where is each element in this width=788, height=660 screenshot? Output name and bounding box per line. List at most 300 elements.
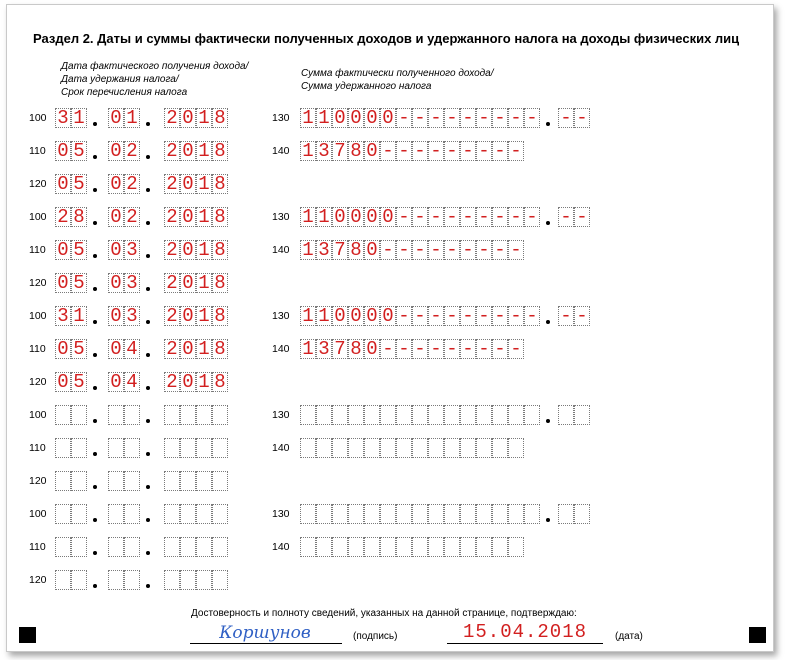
sum-140-cell: 0 <box>364 339 380 359</box>
date-110-cell: 5 <box>71 339 87 359</box>
date-120-cell: 0 <box>108 174 124 194</box>
field-code-100: 100 <box>29 409 47 421</box>
date-120-cell: 0 <box>55 273 71 293</box>
date-100-cell: 1 <box>196 207 212 227</box>
field-code-120: 120 <box>29 475 47 487</box>
date-100-cell <box>212 405 228 425</box>
sum-140-cell: - <box>396 240 412 260</box>
date-120-cell <box>108 471 124 491</box>
field-separator-dot <box>146 353 150 357</box>
sum-130-cell: 0 <box>348 108 364 128</box>
sum-130-cell: 1 <box>316 207 332 227</box>
date-110-cell <box>196 438 212 458</box>
sum-130-cell <box>300 504 316 524</box>
sum-140-cell: - <box>460 240 476 260</box>
date-110-cell <box>55 438 71 458</box>
field-code-100: 100 <box>29 310 47 322</box>
date-100-cell: 1 <box>71 108 87 128</box>
date-100-cell: 2 <box>124 207 140 227</box>
signature-date: 15.04.2018 <box>462 621 588 643</box>
date-120-cell <box>180 471 196 491</box>
sum-140-cell: 1 <box>300 240 316 260</box>
sum-140-cell: - <box>476 240 492 260</box>
date-120-cell: 4 <box>124 372 140 392</box>
date-110-cell: 2 <box>164 240 180 260</box>
sum-130-cell <box>348 405 364 425</box>
sum-140-cell: - <box>396 141 412 161</box>
field-separator-dot <box>93 320 97 324</box>
sum-140-cell: - <box>412 240 428 260</box>
date-100-cell <box>124 405 140 425</box>
sum-130-cell: - <box>412 306 428 326</box>
right-column-header <box>301 67 494 93</box>
sum-130-kop-cell: - <box>574 108 590 128</box>
date-110-cell <box>71 537 87 557</box>
date-110-cell <box>108 537 124 557</box>
field-separator-dot <box>93 155 97 159</box>
field-separator-dot <box>93 551 97 555</box>
field-code-100: 100 <box>29 508 47 520</box>
sum-140-cell <box>444 438 460 458</box>
sum-130-cell <box>476 405 492 425</box>
sum-130-cell <box>364 405 380 425</box>
date-120-cell: 5 <box>71 174 87 194</box>
sum-130-cell: 0 <box>332 207 348 227</box>
field-separator-dot <box>546 320 550 324</box>
field-code-130: 130 <box>272 310 290 322</box>
date-120-cell: 0 <box>55 372 71 392</box>
date-120-cell: 3 <box>124 273 140 293</box>
sum-130-cell: - <box>460 207 476 227</box>
sum-130-cell: - <box>428 306 444 326</box>
date-120-cell <box>124 570 140 590</box>
date-120-cell: 2 <box>164 273 180 293</box>
sum-130-cell: - <box>460 108 476 128</box>
sum-140-cell: - <box>428 240 444 260</box>
sum-140-cell <box>300 438 316 458</box>
date-100-cell: 8 <box>212 306 228 326</box>
sum-140-cell: 8 <box>348 141 364 161</box>
field-code-140: 140 <box>272 541 290 553</box>
field-separator-dot <box>146 287 150 291</box>
field-separator-dot <box>146 155 150 159</box>
date-120-cell <box>55 471 71 491</box>
sum-130-cell <box>412 405 428 425</box>
field-code-120: 120 <box>29 277 47 289</box>
date-line <box>447 643 603 644</box>
sum-140-cell: 3 <box>316 339 332 359</box>
date-110-cell: 0 <box>55 141 71 161</box>
field-code-130: 130 <box>272 112 290 124</box>
field-code-140: 140 <box>272 442 290 454</box>
sum-140-cell <box>412 438 428 458</box>
date-110-cell: 0 <box>108 141 124 161</box>
field-separator-dot <box>146 518 150 522</box>
right-header-line-2: Сумма удержанного налога <box>301 81 432 92</box>
date-100-cell <box>180 405 196 425</box>
date-110-cell: 0 <box>180 141 196 161</box>
sum-140-cell: 1 <box>300 141 316 161</box>
date-110-cell: 0 <box>180 240 196 260</box>
sum-130-cell: - <box>508 108 524 128</box>
field-code-130: 130 <box>272 508 290 520</box>
sum-140-cell: - <box>508 339 524 359</box>
date-100-cell: 8 <box>71 207 87 227</box>
sum-140-cell: 7 <box>332 141 348 161</box>
sum-130-cell: 0 <box>364 207 380 227</box>
sum-130-cell <box>396 405 412 425</box>
sum-130-cell <box>316 405 332 425</box>
date-100-cell: 8 <box>212 207 228 227</box>
date-120-cell <box>164 570 180 590</box>
sum-140-cell: - <box>476 141 492 161</box>
date-label: (дата) <box>615 631 643 642</box>
sum-130-cell: - <box>444 306 460 326</box>
sum-130-kop-cell: - <box>558 108 574 128</box>
signature: Коршунов <box>219 623 311 643</box>
date-100-cell <box>55 504 71 524</box>
sum-130-cell <box>396 504 412 524</box>
sum-140-cell: - <box>444 339 460 359</box>
field-separator-dot <box>146 188 150 192</box>
sum-140-cell: - <box>396 339 412 359</box>
sum-130-cell <box>460 405 476 425</box>
date-120-cell: 1 <box>196 273 212 293</box>
date-100-cell: 0 <box>180 207 196 227</box>
date-100-cell <box>180 504 196 524</box>
field-separator-dot <box>93 485 97 489</box>
date-100-cell: 1 <box>124 108 140 128</box>
sum-130-cell <box>492 405 508 425</box>
field-separator-dot <box>93 221 97 225</box>
sum-140-cell: - <box>428 141 444 161</box>
sum-140-cell: 7 <box>332 339 348 359</box>
sum-130-cell <box>316 504 332 524</box>
field-separator-dot <box>93 188 97 192</box>
field-separator-dot <box>93 122 97 126</box>
sum-130-cell: - <box>524 306 540 326</box>
sum-130-cell: - <box>476 207 492 227</box>
date-100-cell: 3 <box>55 108 71 128</box>
sum-140-cell <box>380 438 396 458</box>
sum-140-cell: 0 <box>364 141 380 161</box>
date-120-cell <box>196 471 212 491</box>
field-code-100: 100 <box>29 112 47 124</box>
date-110-cell <box>180 438 196 458</box>
date-110-cell: 0 <box>55 240 71 260</box>
field-separator-dot <box>146 122 150 126</box>
field-separator-dot <box>546 419 550 423</box>
sum-130-cell: - <box>460 306 476 326</box>
date-110-cell: 1 <box>196 240 212 260</box>
date-120-cell: 2 <box>124 174 140 194</box>
date-100-cell: 2 <box>55 207 71 227</box>
sum-140-cell <box>332 537 348 557</box>
sum-130-cell: 0 <box>380 108 396 128</box>
signature-line <box>190 643 342 644</box>
sum-130-cell <box>380 405 396 425</box>
date-100-cell <box>71 405 87 425</box>
sum-130-cell: - <box>508 207 524 227</box>
sum-140-cell <box>508 537 524 557</box>
date-100-cell <box>124 504 140 524</box>
sum-140-cell: - <box>380 141 396 161</box>
sum-140-cell: - <box>460 141 476 161</box>
sum-130-cell: - <box>396 108 412 128</box>
sum-140-cell <box>508 438 524 458</box>
field-separator-dot <box>146 221 150 225</box>
field-code-110: 110 <box>29 541 46 553</box>
sum-130-cell <box>332 405 348 425</box>
sum-130-cell <box>492 504 508 524</box>
date-120-cell: 0 <box>108 273 124 293</box>
field-separator-dot <box>146 452 150 456</box>
date-120-cell <box>55 570 71 590</box>
date-110-cell <box>71 438 87 458</box>
date-120-cell <box>212 471 228 491</box>
date-100-cell: 3 <box>124 306 140 326</box>
field-code-110: 110 <box>29 442 46 454</box>
sum-130-cell: 0 <box>348 306 364 326</box>
date-110-cell <box>212 537 228 557</box>
sum-130-cell <box>380 504 396 524</box>
right-header-line-1: Сумма фактически полученного дохода/ <box>301 68 494 79</box>
sum-130-kop-cell <box>558 405 574 425</box>
sum-130-cell: - <box>508 306 524 326</box>
sum-130-kop-cell <box>574 405 590 425</box>
sum-140-cell: - <box>492 240 508 260</box>
field-separator-dot <box>93 419 97 423</box>
field-code-120: 120 <box>29 178 47 190</box>
field-code-120: 120 <box>29 376 47 388</box>
sum-140-cell <box>444 537 460 557</box>
sum-130-cell <box>508 504 524 524</box>
field-separator-dot <box>146 419 150 423</box>
date-110-cell <box>180 537 196 557</box>
sum-140-cell: - <box>476 339 492 359</box>
section-title: Раздел 2. Даты и суммы фактически полученных доходов и удержанного налога на доходы физических лиц <box>33 31 740 46</box>
sum-130-cell: - <box>524 108 540 128</box>
date-110-cell: 0 <box>108 339 124 359</box>
sum-130-cell <box>428 504 444 524</box>
sum-130-cell <box>364 504 380 524</box>
date-100-cell: 0 <box>108 207 124 227</box>
date-110-cell: 3 <box>124 240 140 260</box>
sum-140-cell <box>412 537 428 557</box>
sum-140-cell: - <box>492 141 508 161</box>
sum-140-cell <box>428 438 444 458</box>
date-120-cell <box>71 570 87 590</box>
sum-130-cell <box>524 405 540 425</box>
sum-130-cell <box>476 504 492 524</box>
date-120-cell: 8 <box>212 273 228 293</box>
sum-130-cell: - <box>476 306 492 326</box>
sum-140-cell: - <box>428 339 444 359</box>
date-120-cell <box>124 471 140 491</box>
sum-140-cell: - <box>460 339 476 359</box>
date-120-cell <box>180 570 196 590</box>
corner-marker-left <box>19 627 36 643</box>
sum-130-cell: 0 <box>364 108 380 128</box>
sum-130-cell: - <box>492 108 508 128</box>
field-separator-dot <box>146 551 150 555</box>
date-100-cell <box>108 504 124 524</box>
field-separator-dot <box>93 254 97 258</box>
date-110-cell <box>55 537 71 557</box>
date-100-cell <box>108 405 124 425</box>
sum-140-cell <box>396 438 412 458</box>
date-100-cell: 0 <box>180 306 196 326</box>
sum-140-cell <box>460 537 476 557</box>
date-110-cell: 0 <box>108 240 124 260</box>
date-110-cell: 2 <box>164 339 180 359</box>
field-code-110: 110 <box>29 343 46 355</box>
date-120-cell: 1 <box>196 174 212 194</box>
sum-130-cell: - <box>444 207 460 227</box>
sum-140-cell <box>300 537 316 557</box>
date-100-cell: 0 <box>108 306 124 326</box>
sum-130-cell: - <box>428 108 444 128</box>
sum-130-cell: 1 <box>316 306 332 326</box>
date-120-cell: 8 <box>212 174 228 194</box>
sum-140-cell <box>428 537 444 557</box>
sum-140-cell <box>460 438 476 458</box>
sum-130-cell: 1 <box>300 306 316 326</box>
date-120-cell: 0 <box>108 372 124 392</box>
date-120-cell <box>108 570 124 590</box>
date-120-cell: 2 <box>164 174 180 194</box>
sum-140-cell <box>332 438 348 458</box>
field-code-140: 140 <box>272 244 290 256</box>
date-100-cell: 1 <box>71 306 87 326</box>
sum-140-cell: - <box>412 141 428 161</box>
sum-130-cell: - <box>412 207 428 227</box>
sum-140-cell <box>316 537 332 557</box>
date-100-cell: 0 <box>180 108 196 128</box>
sum-130-cell: - <box>396 306 412 326</box>
date-110-cell: 2 <box>124 141 140 161</box>
sum-130-cell <box>508 405 524 425</box>
sum-140-cell <box>476 438 492 458</box>
sum-140-cell <box>348 438 364 458</box>
sum-130-kop-cell <box>574 504 590 524</box>
sum-130-kop-cell: - <box>574 306 590 326</box>
date-110-cell: 1 <box>196 141 212 161</box>
date-120-cell <box>71 471 87 491</box>
field-separator-dot <box>146 320 150 324</box>
field-separator-dot <box>93 386 97 390</box>
sum-140-cell: - <box>412 339 428 359</box>
field-code-120: 120 <box>29 574 47 586</box>
date-110-cell: 0 <box>55 339 71 359</box>
sum-130-cell <box>332 504 348 524</box>
sum-130-cell <box>428 405 444 425</box>
sum-140-cell: - <box>508 141 524 161</box>
corner-marker-right <box>749 627 766 643</box>
date-100-cell <box>164 504 180 524</box>
sum-130-cell: 0 <box>348 207 364 227</box>
sum-130-cell <box>348 504 364 524</box>
sum-130-cell: 1 <box>300 108 316 128</box>
field-separator-dot <box>146 254 150 258</box>
sum-140-cell <box>348 537 364 557</box>
date-120-cell: 8 <box>212 372 228 392</box>
field-separator-dot <box>146 386 150 390</box>
date-100-cell: 3 <box>55 306 71 326</box>
date-100-cell: 8 <box>212 108 228 128</box>
sum-140-cell: 0 <box>364 240 380 260</box>
sum-140-cell <box>492 537 508 557</box>
sum-130-cell: - <box>492 306 508 326</box>
date-120-cell: 2 <box>164 372 180 392</box>
date-100-cell <box>164 405 180 425</box>
date-110-cell: 0 <box>180 339 196 359</box>
sum-130-cell: 0 <box>332 306 348 326</box>
sum-130-cell: - <box>428 207 444 227</box>
sum-130-kop-cell <box>558 504 574 524</box>
sum-140-cell <box>396 537 412 557</box>
field-code-100: 100 <box>29 211 47 223</box>
sum-130-cell: - <box>524 207 540 227</box>
field-separator-dot <box>93 518 97 522</box>
confirmation-text: Достоверность и полноту сведений, указанных на данной странице, подтверждаю: <box>191 608 577 619</box>
sum-130-cell: - <box>476 108 492 128</box>
sum-140-cell <box>316 438 332 458</box>
date-100-cell: 2 <box>164 306 180 326</box>
date-110-cell: 5 <box>71 141 87 161</box>
sum-130-cell <box>444 405 460 425</box>
date-120-cell: 1 <box>196 372 212 392</box>
sum-140-cell <box>492 438 508 458</box>
sum-140-cell: - <box>380 339 396 359</box>
field-code-110: 110 <box>29 145 46 157</box>
field-separator-dot <box>93 287 97 291</box>
sum-130-cell <box>300 405 316 425</box>
field-separator-dot <box>146 485 150 489</box>
date-110-cell: 8 <box>212 339 228 359</box>
left-header-line-2: Дата удержания налога/ <box>61 74 179 85</box>
date-100-cell <box>71 504 87 524</box>
sum-130-kop-cell: - <box>558 306 574 326</box>
date-100-cell <box>196 405 212 425</box>
sum-130-cell: 0 <box>380 306 396 326</box>
date-110-cell <box>164 537 180 557</box>
left-column-header <box>61 60 248 99</box>
date-100-cell: 1 <box>196 306 212 326</box>
date-100-cell: 1 <box>196 108 212 128</box>
date-100-cell: 2 <box>164 207 180 227</box>
date-120-cell <box>164 471 180 491</box>
sum-140-cell: 3 <box>316 141 332 161</box>
left-header-line-3: Срок перечисления налога <box>61 87 188 98</box>
left-header-line-1: Дата фактического получения дохода/ <box>61 61 249 72</box>
sum-130-kop-cell: - <box>574 207 590 227</box>
sum-140-cell: - <box>444 141 460 161</box>
date-110-cell: 5 <box>71 240 87 260</box>
sum-130-cell: - <box>492 207 508 227</box>
sum-130-cell: - <box>396 207 412 227</box>
sum-140-cell: - <box>444 240 460 260</box>
sum-130-cell <box>444 504 460 524</box>
date-120-cell: 0 <box>180 372 196 392</box>
sum-130-kop-cell: - <box>558 207 574 227</box>
date-120-cell: 0 <box>55 174 71 194</box>
date-110-cell: 1 <box>196 339 212 359</box>
field-code-140: 140 <box>272 343 290 355</box>
field-separator-dot <box>546 122 550 126</box>
date-110-cell <box>196 537 212 557</box>
date-120-cell: 5 <box>71 273 87 293</box>
